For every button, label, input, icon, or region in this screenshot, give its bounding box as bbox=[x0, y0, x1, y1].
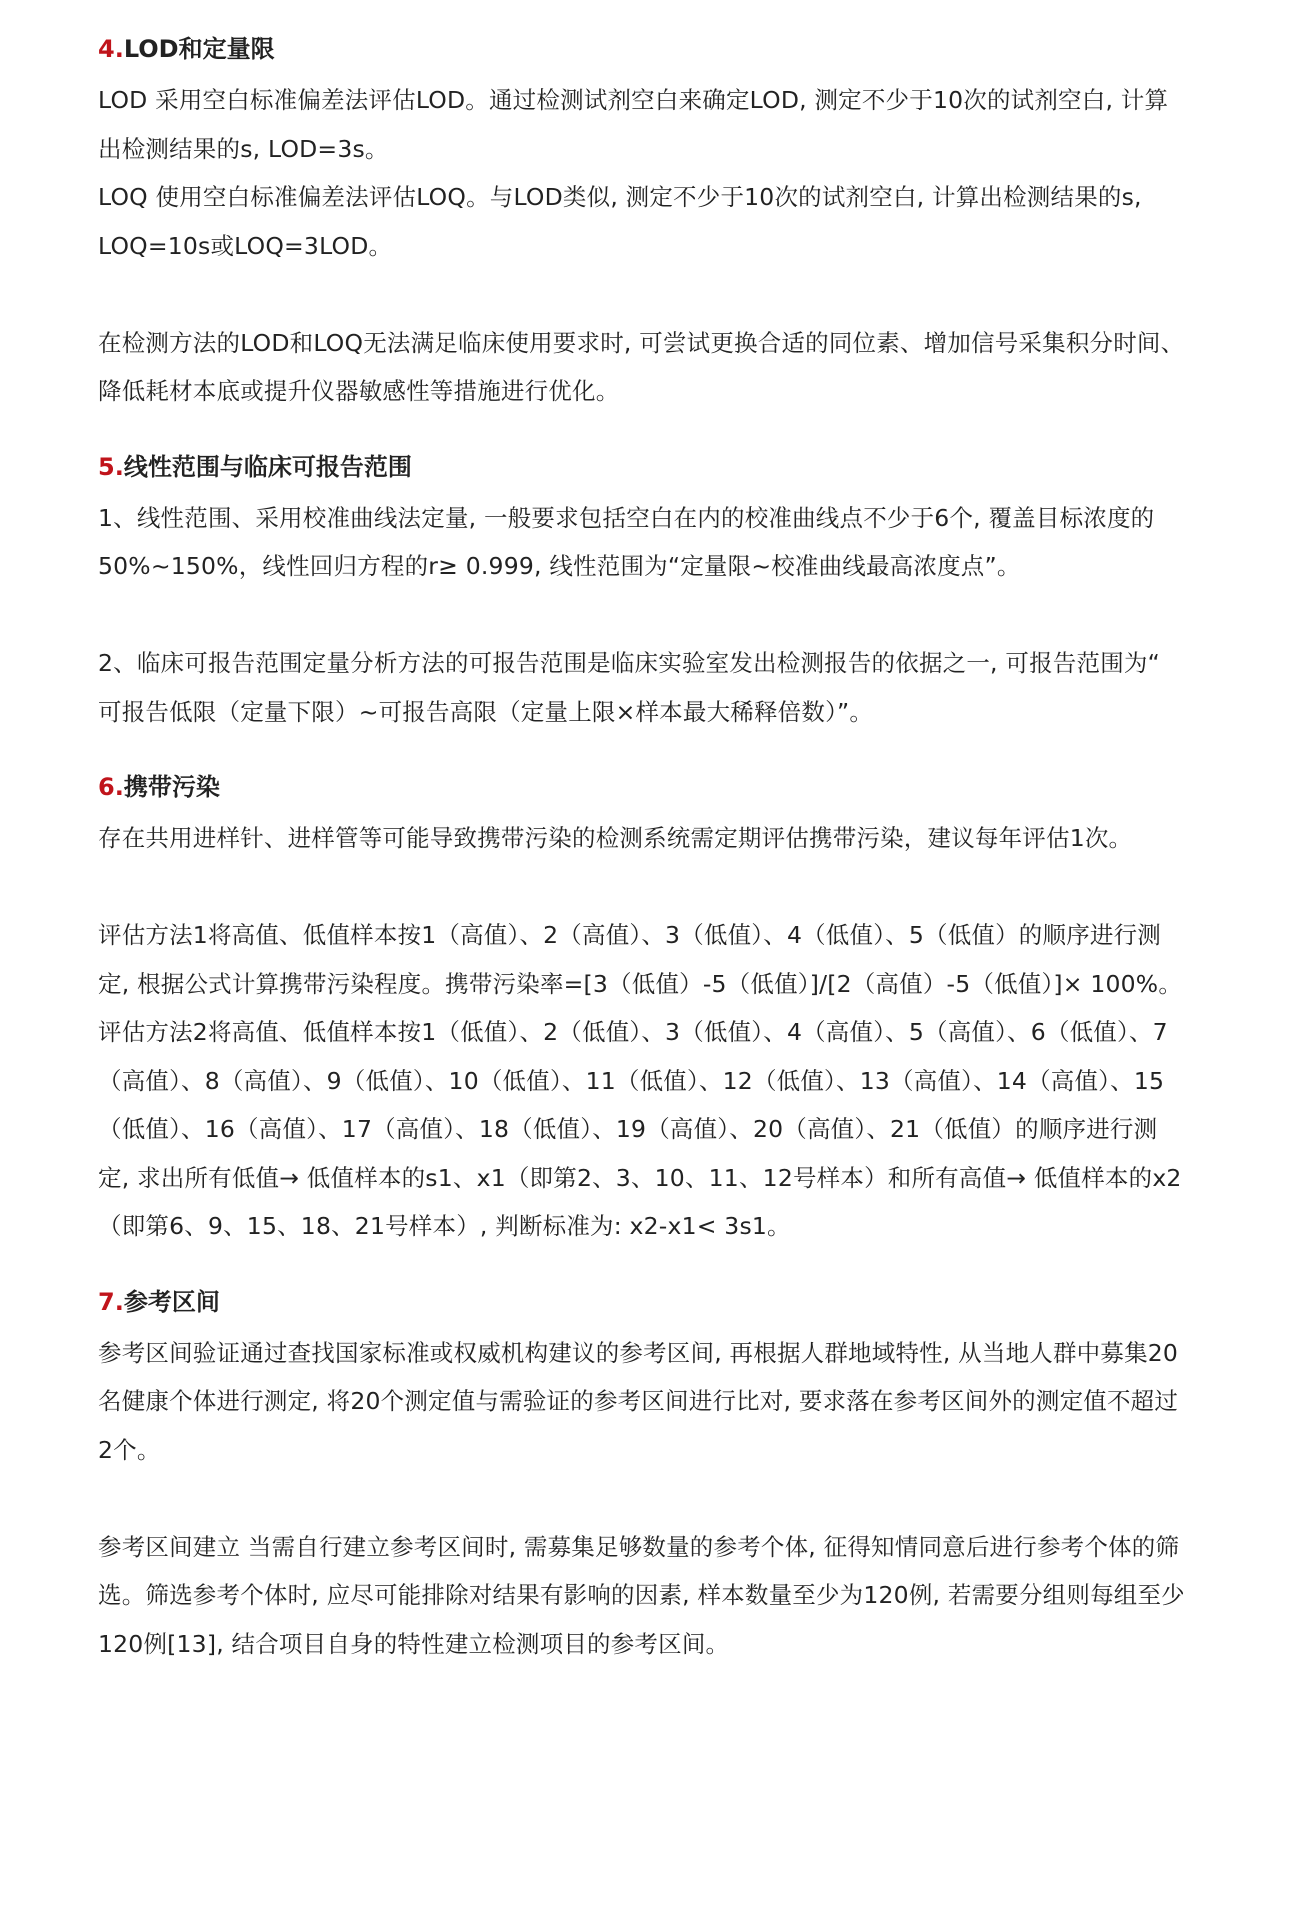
section-number: 6. bbox=[98, 773, 124, 801]
section-spacer bbox=[98, 736, 1188, 770]
paragraph: 存在共用进样针、进样管等可能导致携带污染的检测系统需定期评估携带污染，建议每年评估1次。 bbox=[98, 824, 1133, 852]
paragraph: 1、线性范围、采用校准曲线法定量, 一般要求包括空白在内的校准曲线点不少于6个, 覆盖目标浓度的50%~150%，线性回归方程的r≥ 0.999, 线性范围为“定量限~校准曲线最高浓度点”。 bbox=[98, 503, 1155, 580]
paragraph: LOD 采用空白标准偏差法评估LOD。通过检测试剂空白来确定LOD, 测定不少于10次的试剂空白, 计算出检测结果的s, LOD=3s。 bbox=[98, 86, 1169, 163]
section-title: 参考区间 bbox=[123, 1287, 220, 1316]
section-title: LOD和定量限 bbox=[123, 35, 275, 63]
section-heading bbox=[98, 770, 1188, 804]
paragraph: 评估方法2将高值、低值样本按1（低值）、2（低值）、3（低值）、4（高值）、5（高值）、6（低值）、7（高值）、8（高值）、9（低值）、10（低值）、11（低值）、12（低值）、13（高值）、14（高值）、15（低值）、16（高值）、17（高值）、18（低值）、19（高值）、20（高值）、21（低值）的顺序进行测定, 求出所有低值→ 低值样本的s1、x1（即第2、3、10、11、12号样本）和所有高值→ 低值样本的x2（即第6、9、15、18、21号样本）, 判断标准为: x2-x1< 3s1。 bbox=[98, 1018, 1182, 1240]
section-number: 5. bbox=[98, 452, 124, 481]
paragraph: 在检测方法的LOD和LOQ无法满足临床使用要求时, 可尝试更换合适的同位素、增加信号采集积分时间、降低耗材本底或提升仪器敏感性等措施进行优化。 bbox=[98, 328, 1185, 405]
paragraph: 参考区间验证通过查找国家标准或权威机构建议的参考区间, 再根据人群地域特性, 从当地人群中募集20名健康个体进行测定, 将20个测定值与需验证的参考区间进行比对, 要求落在参考区间外的测定值不超过2个。 bbox=[98, 1338, 1179, 1464]
section-title: 携带污染 bbox=[123, 773, 220, 801]
section-spacer bbox=[98, 1251, 1188, 1285]
section-carryover bbox=[98, 770, 1188, 1251]
section-heading bbox=[98, 32, 1188, 66]
section-lod bbox=[98, 32, 1188, 416]
paragraph: 参考区间建立 当需自行建立参考区间时, 需募集足够数量的参考个体, 征得知情同意后进行参考个体的筛选。筛选参考个体时, 应尽可能排除对结果有影响的因素, 样本数量至少为120例, 若需要分组则每组至少120例[13], 结合项目自身的特性建立检测项目的参考区间。 bbox=[98, 1532, 1185, 1658]
section-linear-range bbox=[98, 450, 1188, 737]
section-heading bbox=[98, 1285, 1188, 1319]
paragraph-spacer bbox=[98, 863, 1188, 912]
section-title: 线性范围与临床可报告范围 bbox=[123, 452, 412, 481]
paragraph: 2、临床可报告范围定量分析方法的可报告范围是临床实验室发出检测报告的依据之一, 可报告范围为“ 可报告低限（定量下限）~可报告高限（定量上限×样本最大稀释倍数）”。 bbox=[98, 649, 1160, 726]
paragraph: LOQ 使用空白标准偏差法评估LOQ。与LOD类似, 测定不少于10次的试剂空白, 计算出检测结果的s, LOQ=10s或LOQ=3LOD。 bbox=[98, 183, 1142, 260]
section-number: 7. bbox=[98, 1287, 124, 1316]
paragraph-spacer bbox=[98, 591, 1188, 640]
section-spacer bbox=[98, 416, 1188, 450]
paragraph-spacer bbox=[98, 270, 1188, 319]
section-heading bbox=[98, 450, 1188, 484]
section-number: 4. bbox=[98, 35, 124, 63]
paragraph-spacer bbox=[98, 1474, 1188, 1523]
paragraph: 评估方法1将高值、低值样本按1（高值）、2（高值）、3（低值）、4（低值）、5（低值）的顺序进行测定, 根据公式计算携带污染程度。携带污染率=[3（低值）-5（低值）]/[2（高值）-5（低值）]× 100%。 bbox=[98, 921, 1183, 998]
section-reference-interval bbox=[98, 1285, 1188, 1669]
